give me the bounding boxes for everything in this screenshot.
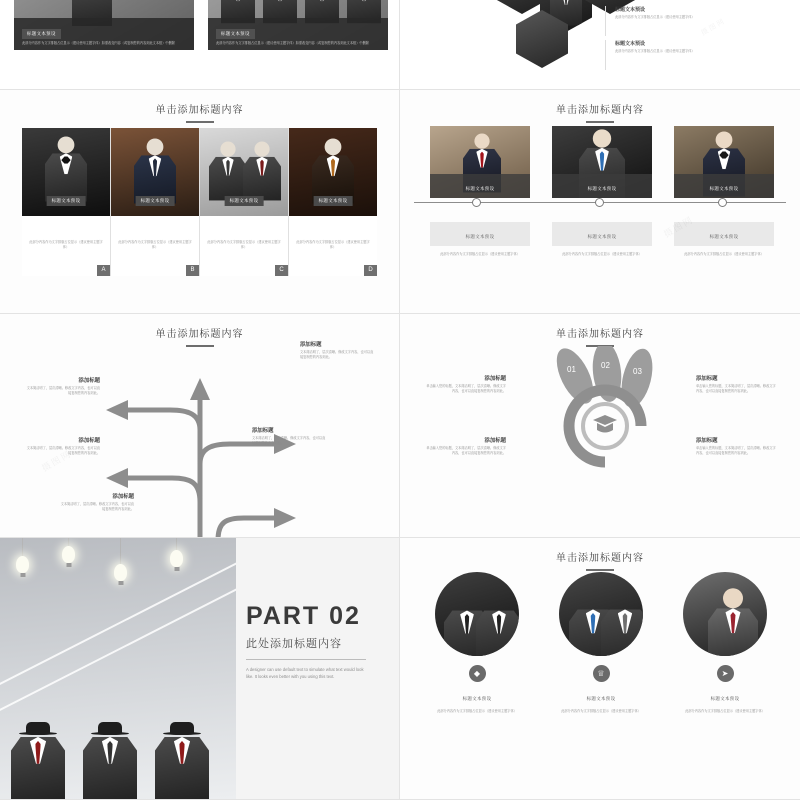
fan-label-1-text: 单击输入您的标题，文本简洁明了，层次清晰。修改文字内容，也可以直接复制您的内容到此。 [426, 384, 506, 393]
branch-left-2 [120, 410, 200, 430]
photo-card-2-caption [208, 18, 388, 50]
fan-label-4-heading: 添加标题 [696, 438, 718, 444]
badge-d-label: 标题文本预设 [314, 196, 353, 206]
suit-column-row [22, 128, 377, 276]
photo-2-caption [552, 174, 652, 198]
suit-body-b [111, 216, 199, 276]
head-shape [220, 142, 235, 157]
suit-photo-c [200, 128, 288, 216]
circle-3-caption [670, 687, 780, 705]
suit-text-d: 此部分内容作为文字排版占位显示（建议使用主题字体） [296, 240, 370, 249]
circle-column-row [422, 572, 780, 714]
head-shape [474, 134, 489, 149]
suit-body [601, 609, 643, 656]
arrow-label-2 [26, 436, 100, 456]
photo-2 [552, 126, 652, 198]
figure-group-1 [6, 722, 70, 799]
suit-body [155, 737, 209, 799]
photo-1-box-label: 标题文本预设 [465, 234, 495, 239]
watermark: 摄图网 [700, 17, 728, 38]
suit-body-d [289, 216, 377, 276]
photo-1-text: 此部分内容作为文字排版占位显示（建议使用主题字体） [440, 252, 520, 256]
slide-7-section-divider [0, 538, 400, 800]
circle-3-caption-label: 标题文本预设 [710, 696, 740, 701]
circle-column-2 [546, 572, 656, 714]
circle-column-3 [670, 572, 780, 714]
photo-2-box-label: 标题文本预设 [587, 234, 617, 239]
part-subtitle: 此处添加标题内容 [246, 638, 342, 650]
photo-card-1-caption [14, 18, 194, 50]
suit-figure [708, 588, 758, 656]
head-shape [58, 136, 75, 153]
circle-1-caption-label: 标题文本预设 [462, 696, 492, 701]
suit-text-b: 此部分内容作为文字排版占位显示（建议使用主题字体） [118, 240, 192, 249]
trophy-icon: ♕ [593, 665, 610, 682]
fan-label-4 [696, 436, 778, 456]
bowler-hat-icon [91, 722, 129, 735]
bulb-stem [22, 538, 23, 556]
fan-label-3-text: 单击输入您的标题，文本简洁明了，层次清晰。修改文字内容，也可以直接复制您的内容到此。 [696, 384, 776, 393]
title-underline [186, 345, 214, 347]
slide-1-two-photo-cards [0, 0, 400, 90]
arrow-label-1 [26, 376, 100, 396]
photo-1-caption [430, 174, 530, 198]
label-1-heading: 添加标题 [78, 378, 100, 384]
circle-2-caption [546, 687, 656, 705]
slide-8-three-circles [400, 538, 800, 800]
branch-right-1 [200, 444, 282, 464]
label-3-heading: 添加标题 [112, 494, 134, 500]
slide-6-title-text: 单击添加标题内容 [556, 329, 644, 340]
head-shape [254, 142, 269, 157]
circle-2-text: 此部分内容作为文字排版占位显示（建议使用主题字体） [561, 709, 641, 713]
suit-photo-a [22, 128, 110, 216]
slide-3-title [0, 90, 399, 123]
text-divider [246, 659, 366, 660]
head-shape [147, 138, 164, 155]
fan-label-3 [696, 374, 778, 394]
arrow-label-3 [60, 492, 134, 512]
slide-2-hexagon-list [400, 0, 800, 90]
letter-a: A [97, 265, 110, 276]
suit-text-a: 此部分内容作为文字排版占位显示（建议使用主题字体） [29, 240, 103, 249]
figure-group-2 [78, 722, 142, 799]
photo-3-caption-label: 标题文本预设 [709, 186, 739, 191]
suit-body [708, 608, 758, 656]
tag-icon: ◆ [469, 665, 486, 682]
photo-column-1 [430, 126, 530, 257]
fan-label-2-text: 单击输入您的标题，文本简洁明了，层次清晰。修改文字内容，也可以直接复制您的内容到此。 [426, 446, 506, 455]
shirt-shape [718, 148, 731, 169]
label-5-text: 文本简洁明了，层次清晰。修改文字内容，也可以直接复制您的内容到此。 [252, 436, 326, 445]
fan-label-1 [424, 374, 506, 394]
photo-3 [674, 126, 774, 198]
badge-b-label: 标题文本预设 [136, 196, 175, 206]
part-number: PART 02 [246, 602, 361, 630]
item-2-label: 标题文本预设 [615, 41, 646, 47]
slide-8-title [400, 538, 800, 571]
arrowhead-left-2 [106, 400, 128, 420]
card-1-text: 此部分内容作为文字排版占位显示（建议使用主题字体）如需改变内容（或复制您的内容到此文本框）中删除 [22, 41, 175, 46]
photo-3-box [674, 222, 774, 246]
slide-4-title [400, 90, 800, 123]
fan-label-4-text: 单击输入您的标题，文本简洁明了，层次清晰。修改文字内容，也可以直接复制您的内容到此。 [696, 446, 776, 455]
badge-c [225, 189, 264, 207]
head-shape [325, 138, 342, 155]
slide-6-title [400, 314, 800, 347]
bulb-stem [120, 538, 121, 564]
title-underline [186, 121, 214, 123]
divider-1 [605, 6, 606, 36]
decorative-diagonal-line [0, 578, 236, 716]
bulb-stem [176, 538, 177, 550]
item-1-label: 标题文本预设 [615, 7, 646, 13]
circle-photo-1 [435, 572, 519, 656]
suit-figure [476, 611, 519, 656]
suit-figure [139, 737, 225, 799]
bowler-hat-icon [163, 722, 201, 735]
suit-body [11, 737, 65, 799]
badge-b [136, 189, 175, 207]
circle-1-text: 此部分内容作为文字排版占位显示（建议使用主题字体） [437, 709, 517, 713]
photo-column-2 [552, 126, 652, 257]
suit-photo-d [289, 128, 377, 216]
photo-column-row [430, 126, 774, 257]
suit-body-c [200, 216, 288, 276]
fan-label-1-heading: 添加标题 [484, 376, 506, 382]
label-5-heading: 添加标题 [252, 428, 274, 434]
arrow-label-5 [252, 426, 326, 446]
section-image-panel [0, 538, 236, 799]
graduation-cap-icon [593, 415, 617, 433]
outer-arc [569, 390, 641, 462]
letter-c: C [275, 265, 288, 276]
label-3-text: 文本简洁明了，层次清晰。修改文字内容，也可以直接复制您的内容到此。 [60, 502, 134, 511]
photo-3-text: 此部分内容作为文字排版占位显示（建议使用主题字体） [684, 252, 764, 256]
fan-label-2 [424, 436, 506, 456]
photo-1 [430, 126, 530, 198]
head-shape [716, 131, 733, 148]
photo-3-caption [674, 174, 774, 198]
arrow-label-4 [300, 340, 374, 360]
slide-4-three-photo-timeline [400, 90, 800, 314]
photo-2-caption-label: 标题文本预设 [587, 186, 617, 191]
item-2-text: 此部分内容作为文字排版占位显示（建议使用主题字体） [615, 49, 695, 53]
circle-1-caption [422, 687, 532, 705]
badge-a-label: 标题文本预设 [47, 196, 86, 206]
circle-photo-2 [559, 572, 643, 656]
photo-2-text: 此部分内容作为文字排版占位显示（建议使用主题字体） [562, 252, 642, 256]
slide-5-arrow-diagram [0, 314, 400, 538]
divider-2 [605, 40, 606, 70]
suit-photo-b [111, 128, 199, 216]
arrowhead-left-1 [106, 468, 128, 488]
fan-number-3: 03 [633, 367, 642, 376]
fan-diagram-svg [515, 346, 695, 496]
slide-3-four-suits [0, 90, 400, 314]
bulb-icon-3 [114, 564, 127, 581]
inner-ring [583, 404, 627, 448]
badge-a [47, 189, 86, 207]
bowler-hat-icon [19, 722, 57, 735]
letter-b: B [186, 265, 199, 276]
title-underline [586, 569, 614, 571]
arrowhead-right-2 [274, 508, 296, 528]
bulb-stem [68, 538, 69, 546]
label-4-text: 文本简洁明了，层次清晰。修改文字内容，也可以直接复制您的内容到此。 [300, 350, 374, 359]
suit-text-c: 此部分内容作为文字排版占位显示（建议使用主题字体） [207, 240, 281, 249]
slide-4-title-text: 单击添加标题内容 [556, 105, 644, 116]
photo-column-3 [674, 126, 774, 257]
bulb-icon-4 [170, 550, 183, 567]
branch-right-2 [218, 518, 282, 538]
label-2-heading: 添加标题 [78, 438, 100, 444]
slide-8-title-text: 单击添加标题内容 [556, 553, 644, 564]
photo-3-box-label: 标题文本预设 [709, 234, 739, 239]
head-shape [723, 588, 743, 608]
photo-2-box [552, 222, 652, 246]
fan-number-2: 02 [601, 361, 610, 370]
photo-1-box [430, 222, 530, 246]
circle-column-1 [422, 572, 532, 714]
letter-d: D [364, 265, 377, 276]
title-underline [586, 121, 614, 123]
card-2-label: 标题文本预设 [216, 29, 255, 39]
circle-3-text: 此部分内容作为文字排版占位显示（建议使用主题字体） [685, 709, 765, 713]
suit-column-b [111, 128, 199, 276]
slide-6-fan-diagram [400, 314, 800, 538]
list-item-2 [615, 40, 760, 54]
badge-d [314, 189, 353, 207]
item-1-text: 此部分内容作为文字排版占位显示（建议使用主题字体） [615, 15, 695, 19]
badge-c-label: 标题文本预设 [225, 196, 264, 206]
bulb-icon-2 [62, 546, 75, 563]
list-item-1 [615, 6, 760, 20]
photo-1-caption-label: 标题文本预设 [465, 186, 495, 191]
shirt-shape [60, 153, 73, 174]
section-text-panel [236, 538, 399, 799]
fan-number-1: 01 [567, 365, 576, 374]
fan-label-3-heading: 添加标题 [696, 376, 718, 382]
label-1-text: 文本简洁明了，层次清晰。修改文字内容，也可以直接复制您的内容到此。 [26, 386, 100, 395]
suit-column-c [200, 128, 288, 276]
circle-photo-3 [683, 572, 767, 656]
suit-column-a [22, 128, 110, 276]
photo-card-2 [208, 0, 388, 50]
card-1-label: 标题文本预设 [22, 29, 61, 39]
card-2-text: 此部分内容作为文字排版占位显示（建议使用主题字体）如需改变内容（或复制您的内容到此文本框）中删除 [216, 41, 369, 46]
suit-column-d [289, 128, 377, 276]
bulb-icon-1 [16, 556, 29, 573]
suit-body [476, 611, 519, 656]
arrowhead-up [190, 378, 210, 400]
head-shape [593, 129, 611, 147]
send-icon: ➤ [717, 665, 734, 682]
slide-5-title-text: 单击添加标题内容 [155, 329, 244, 340]
suit-body [83, 737, 137, 799]
label-2-text: 文本简洁明了，层次清晰。修改文字内容，也可以直接复制您的内容到此。 [26, 446, 100, 455]
slide-3-title-text: 单击添加标题内容 [155, 105, 244, 116]
circle-2-caption-label: 标题文本预设 [586, 696, 616, 701]
photo-card-1 [14, 0, 194, 50]
suit-figure [601, 609, 643, 656]
fan-label-2-heading: 添加标题 [484, 438, 506, 444]
label-4-heading: 添加标题 [300, 342, 322, 348]
figure-group-3 [150, 722, 214, 799]
part-english-text: A designer can use default text to simulate what text would look like. It looks even better with you using this text. [246, 667, 364, 680]
suit-body-a [22, 216, 110, 276]
watermark: 摄图网 [39, 448, 74, 474]
